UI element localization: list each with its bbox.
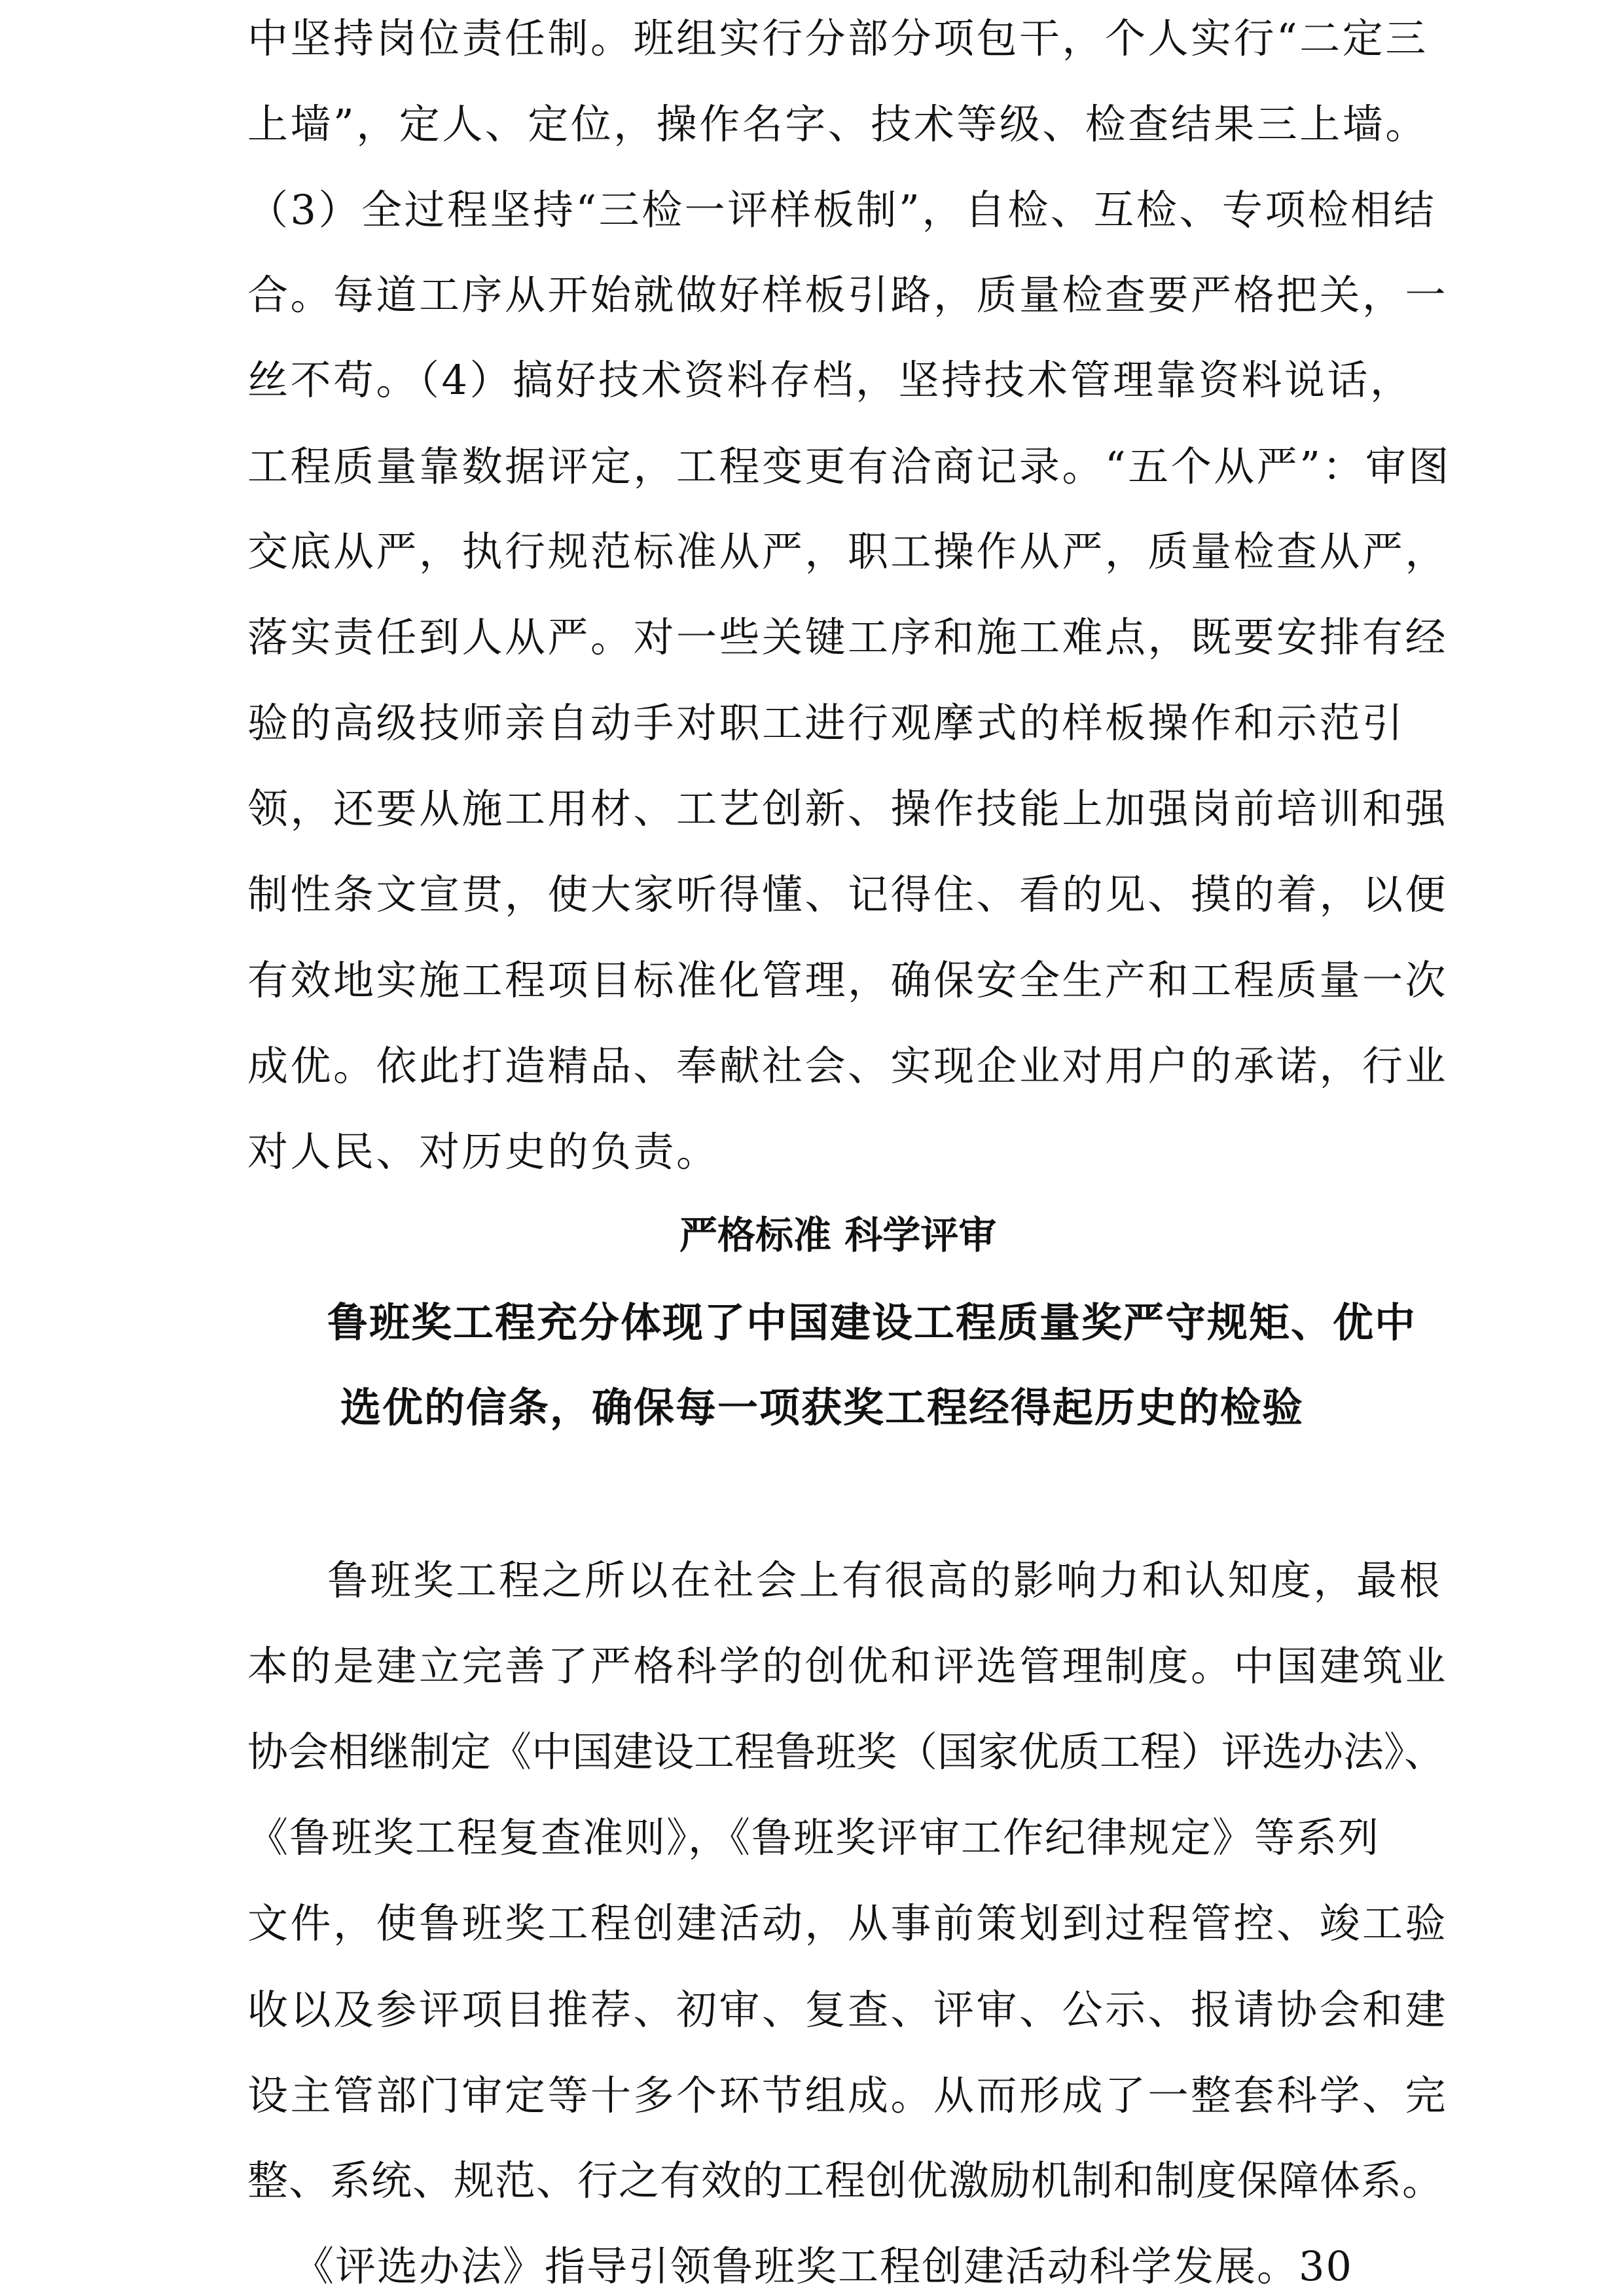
body-line: 交底从严，执行规范标准从严，职工操作从严，质量检查从严，	[247, 528, 1449, 575]
body-line: 制性条文宣贯，使大家听得懂、记得住、看的见、摸的着，以便	[247, 870, 1449, 918]
body-line: 工程质量靠数据评定，工程变更有洽商记录。“五个从严”：审图	[247, 442, 1451, 490]
body-line: 本的是建立完善了严格科学的创优和评选管理制度。中国建筑业	[247, 1642, 1449, 1690]
body-line: 成优。依此打造精品、奉献社会、实现企业对用户的承诺，行业	[247, 1042, 1449, 1090]
body-line: 有效地实施工程项目标准化管理，确保安全生产和工程质量一次	[247, 956, 1449, 1004]
body-line: 《鲁班奖工程复查准则》，《鲁班奖评审工作纪律规定》等系列	[247, 1814, 1380, 1861]
body-line: 鲁班奖工程之所以在社会上有很高的影响力和认知度，最根	[327, 1556, 1443, 1604]
body-line: 整、系统、规范、行之有效的工程创优激励机制和制度保障体系。	[247, 2157, 1444, 2204]
section-title: 严格标准 科学评审	[679, 1213, 997, 1257]
body-line: 合。每道工序从开始就做好样板引路，质量检查要严格把关，一	[247, 271, 1449, 319]
body-line: 《评选办法》指导引领鲁班奖工程创建活动科学发展。30	[293, 2242, 1353, 2290]
body-line: 落实责任到人从严。对一些关键工序和施工难点，既要安排有经	[247, 613, 1449, 661]
body-line: 丝不苟。（4）搞好技术资料存档，坚持技术管理靠资料说话，	[247, 356, 1413, 404]
body-line: 设主管部门审定等十多个环节组成。从而形成了一整套科学、完	[247, 2072, 1449, 2119]
section-subtitle: 选优的信条，确保每一项获奖工程经得起历史的检验	[340, 1384, 1305, 1431]
body-line: 协会相继制定《中国建设工程鲁班奖（国家优质工程）评选办法》、	[247, 1728, 1445, 1776]
body-line: 文件，使鲁班奖工程创建活动，从事前策划到过程管控、竣工验	[247, 1899, 1449, 1947]
body-line: 领，还要从施工用材、工艺创新、操作技能上加强岗前培训和强	[247, 785, 1449, 833]
body-line: （3）全过程坚持“三检一评样板制”，自检、互检、专项检相结	[247, 186, 1437, 234]
body-line: 收以及参评项目推荐、初审、复查、评审、公示、报请协会和建	[247, 1986, 1449, 2034]
section-subtitle: 鲁班奖工程充分体现了中国建设工程质量奖严守规矩、优中	[327, 1299, 1417, 1346]
body-line: 验的高级技师亲自动手对职工进行观摩式的样板操作和示范引	[247, 699, 1405, 747]
body-line: 中坚持岗位责任制。班组实行分部分项包干，个人实行“二定三	[247, 14, 1428, 62]
body-line: 对人民、对历史的负责。	[247, 1128, 719, 1175]
body-line: 上墙”，定人、定位，操作名字、技术等级、检查结果三上墙。	[247, 100, 1428, 148]
